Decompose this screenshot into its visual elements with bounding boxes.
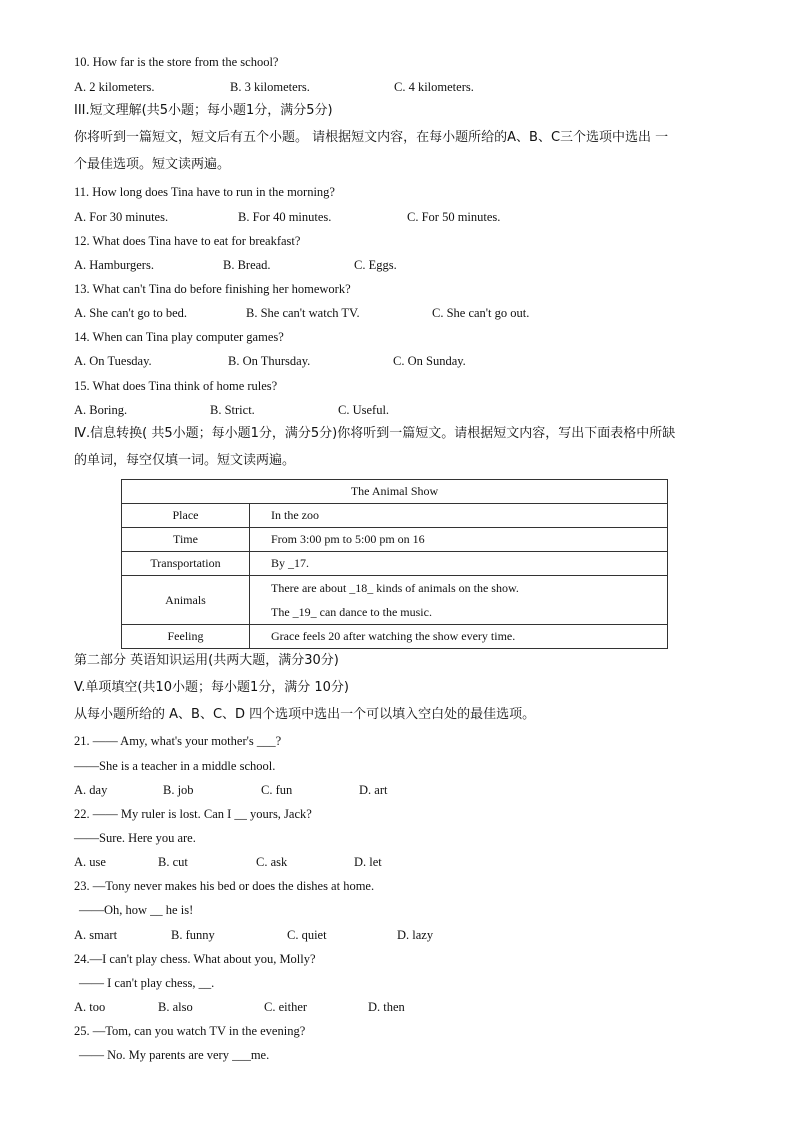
section-4-title: Ⅳ.信息转换( 共5小题；每小题1分，满分5分)你将听到一篇短文。请根据短文内容，写出下面表格中所缺 xyxy=(74,426,676,441)
q14-option-b: B. On Thursday. xyxy=(228,354,311,368)
q15-option-c: C. Useful. xyxy=(338,403,390,417)
section-3-title: III.短文理解(共5小题；每小题1分，满分5分) xyxy=(74,103,333,118)
table-row xyxy=(122,576,668,625)
q24-question: 24.—I can't play chess. What about you, Molly? xyxy=(74,952,316,966)
animal-show-table xyxy=(121,479,668,649)
q22-question: 22. —— My ruler is lost. Can I __ yours, Jack? xyxy=(74,807,312,821)
q12-option-b: B. Bread. xyxy=(223,258,271,272)
table-value-animals-line1: There are about _18_ kinds of animals on the show. xyxy=(271,581,519,595)
table-key-place: Place xyxy=(122,504,250,528)
table-row xyxy=(122,552,668,576)
table-key-time: Time xyxy=(122,528,250,552)
section-5-title: V.单项填空(共10小题；每小题1分，满分 10分) xyxy=(74,680,349,695)
q13-stem: 13. What can't Tina do before finishing her homework? xyxy=(74,282,351,296)
q11-option-c: C. For 50 minutes. xyxy=(407,210,501,224)
q14-option-c: C. On Sunday. xyxy=(393,354,466,368)
q24-option-c: C. either xyxy=(264,1000,308,1014)
q22-option-b: B. cut xyxy=(158,855,188,869)
q12-option-a: A. Hamburgers. xyxy=(74,258,154,272)
q11-option-b: B. For 40 minutes. xyxy=(238,210,332,224)
table-value-animals-line2: The _19_ can dance to the music. xyxy=(271,605,432,619)
q25-question: 25. —Tom, can you watch TV in the evening? xyxy=(74,1024,306,1038)
table-value-feeling: Grace feels 20 after watching the show every time. xyxy=(250,625,668,649)
q11-stem: 11. How long does Tina have to run in the morning? xyxy=(74,185,335,199)
q23-option-d: D. lazy xyxy=(397,928,434,942)
q15-option-b: B. Strict. xyxy=(210,403,255,417)
q21-question: 21. —— Amy, what's your mother's ___? xyxy=(74,734,282,748)
table-row xyxy=(122,528,668,552)
q21-option-d: D. art xyxy=(359,783,388,797)
q21-option-c: C. fun xyxy=(261,783,293,797)
q14-option-a: A. On Tuesday. xyxy=(74,354,152,368)
q13-option-b: B. She can't watch TV. xyxy=(246,306,360,320)
section-3-instruction-line1: 你将听到一篇短文，短文后有五个小题。 请根据短文内容，在每小题所给的A、B、C三个选项中选出 一 xyxy=(74,130,669,145)
section-5-instruction: 从每小题所给的 A、B、C、D 四个选项中选出一个可以填入空白处的最佳选项。 xyxy=(74,707,536,722)
table-value-animals xyxy=(250,576,668,625)
q12-stem: 12. What does Tina have to eat for breakfast? xyxy=(74,234,301,248)
q23-answer-line: ——Oh, how __ he is! xyxy=(79,903,194,917)
table-key-transportation: Transportation xyxy=(122,552,250,576)
q24-option-a: A. too xyxy=(74,1000,106,1014)
q21-answer-line: ——She is a teacher in a middle school. xyxy=(74,759,276,773)
q15-stem: 15. What does Tina think of home rules? xyxy=(74,379,278,393)
q22-answer-line: ——Sure. Here you are. xyxy=(74,831,196,845)
q21-option-b: B. job xyxy=(163,783,194,797)
q24-option-d: D. then xyxy=(368,1000,405,1014)
q23-option-b: B. funny xyxy=(171,928,215,942)
q13-option-c: C. She can't go out. xyxy=(432,306,530,320)
table-row xyxy=(122,480,668,504)
q21-option-a: A. day xyxy=(74,783,108,797)
q25-answer-line: —— No. My parents are very ___me. xyxy=(79,1048,270,1062)
table-title: The Animal Show xyxy=(122,480,668,504)
q10-option-a: A. 2 kilometers. xyxy=(74,80,155,94)
q22-option-d: D. let xyxy=(354,855,382,869)
section-4-instruction: 的单词，每空仅填一词。短文读两遍。 xyxy=(74,453,296,468)
q14-stem: 14. When can Tina play computer games? xyxy=(74,330,284,344)
q11-option-a: A. For 30 minutes. xyxy=(74,210,169,224)
q12-option-c: C. Eggs. xyxy=(354,258,397,272)
q23-question: 23. —Tony never makes his bed or does the dishes at home. xyxy=(74,879,375,893)
part-2-title: 第二部分 英语知识运用(共两大题，满分30分) xyxy=(74,653,339,668)
q13-option-a: A. She can't go to bed. xyxy=(74,306,187,320)
q15-option-a: A. Boring. xyxy=(74,403,128,417)
table-value-place: In the zoo xyxy=(250,504,668,528)
q10-stem: 10. How far is the store from the school? xyxy=(74,55,279,69)
q22-option-c: C. ask xyxy=(256,855,288,869)
table-row xyxy=(122,504,668,528)
table-row xyxy=(122,625,668,649)
q24-option-b: B. also xyxy=(158,1000,193,1014)
q10-option-b: B. 3 kilometers. xyxy=(230,80,310,94)
table-key-feeling: Feeling xyxy=(122,625,250,649)
table-value-time: From 3:00 pm to 5:00 pm on 16 xyxy=(250,528,668,552)
q10-option-c: C. 4 kilometers. xyxy=(394,80,474,94)
q24-answer-line: —— I can't play chess, __. xyxy=(79,976,215,990)
q23-option-c: C. quiet xyxy=(287,928,327,942)
q23-option-a: A. smart xyxy=(74,928,118,942)
table-value-transportation: By _17. xyxy=(250,552,668,576)
section-3-instruction-line2: 个最佳选项。短文读两遍。 xyxy=(74,157,231,172)
q22-option-a: A. use xyxy=(74,855,106,869)
table-key-animals: Animals xyxy=(122,576,250,625)
